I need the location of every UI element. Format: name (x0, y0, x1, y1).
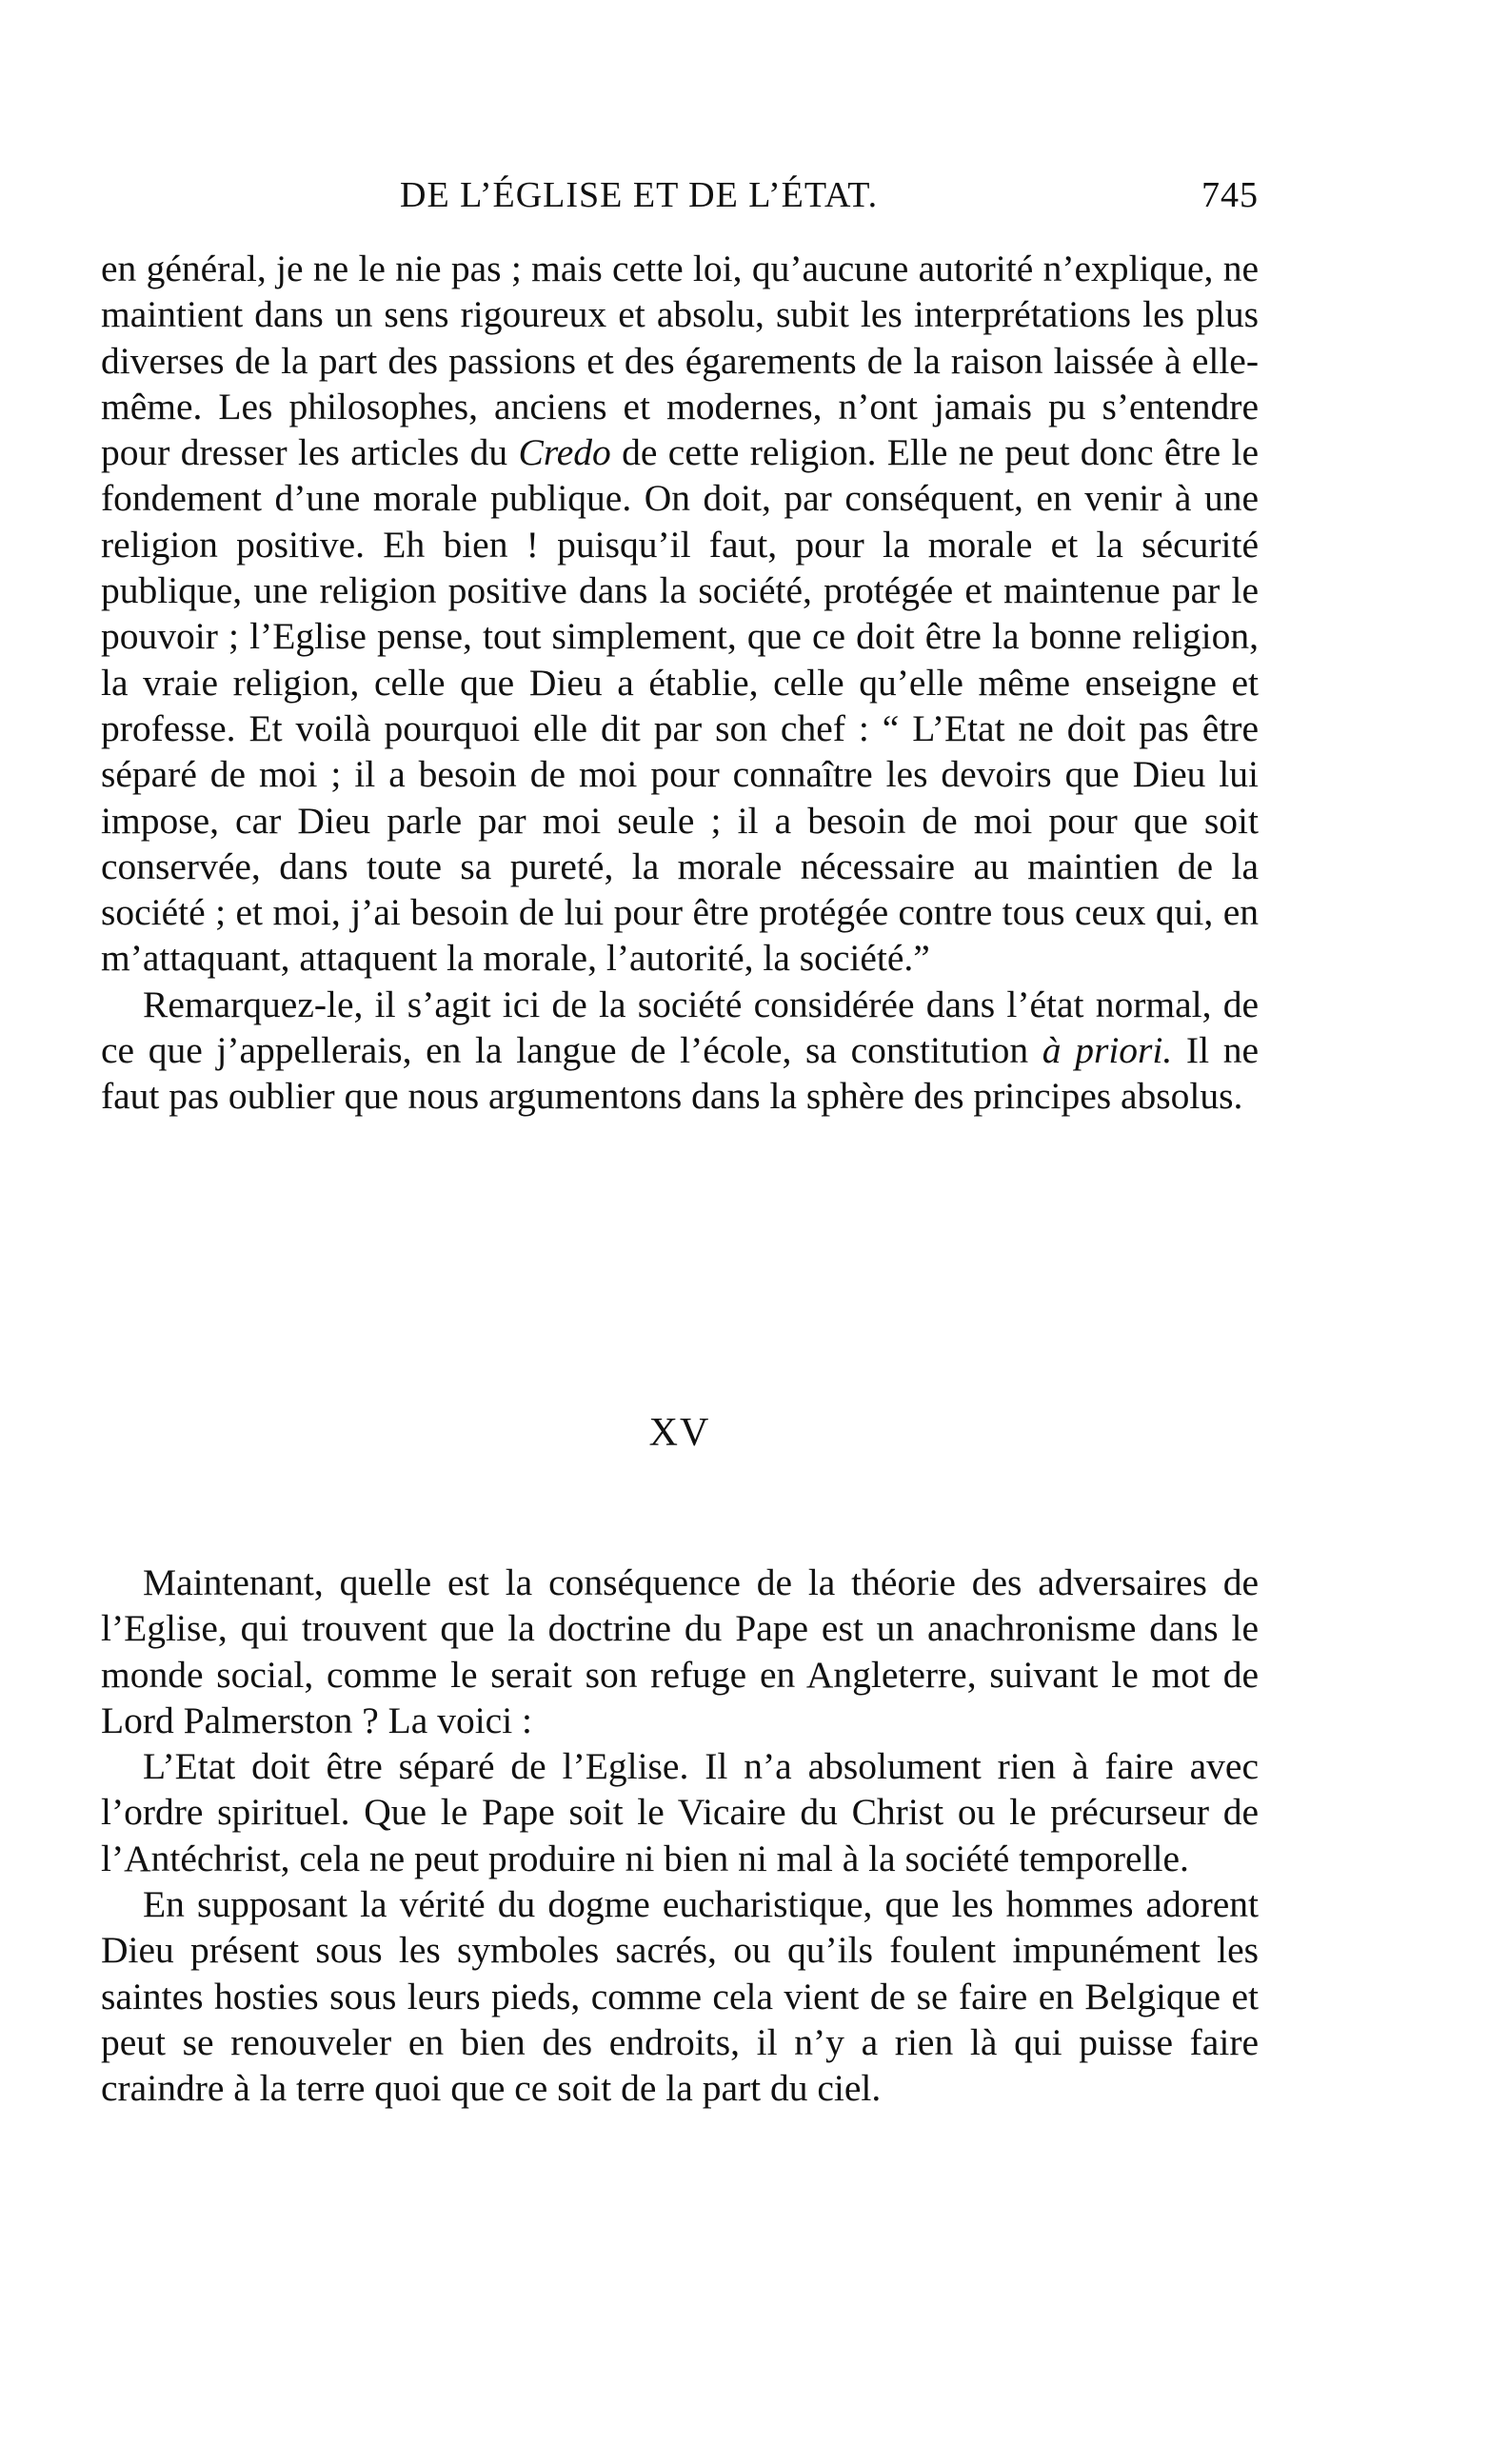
italic-a-priori: à priori. (1042, 1029, 1173, 1072)
paragraph-text: Remarquez-le, il s’agit ici de la société considérée dans l’état normal, de ce que j’appellerais, en la langue de l’école, sa constitution (101, 983, 1259, 1072)
body-text-section-1 (101, 246, 1259, 1120)
paragraph-remarquez (101, 982, 1259, 1120)
paragraph-continued (101, 246, 1259, 982)
paragraph-text: en général, je ne le nie pas ; mais cette loi, qu’aucune autorité n’explique, ne maintient dans un sens rigoureux et absolu, subit les interprétations les plus diverses de la part des passions et des égarements de la raison laissée à elle-même. Les philosophes, anciens et modernes, n’ont jamais pu s’entendre pour dresser les articles du (101, 248, 1259, 474)
section-heading: XV (648, 1411, 711, 1455)
paragraph-maintenant: Maintenant, quelle est la conséquence de la théorie des adversaires de l’Eglise, qui trouvent que la doctrine du Pape est un anachronisme dans le monde social, comme le serait son refuge en Angleterre, suivant le mot de Lord Palmerston ? La voici : (101, 1561, 1259, 1741)
paragraph-text: de cette religion. Elle ne peut donc être le fondement d’une morale publique. On doit, par conséquent, en venir à une religion positive. Eh bien ! puisqu’il faut, pour la morale et la sécurité publique, une religion positive dans la société, protégée et maintenue par le pouvoir ; l’Eglise pense, tout simplement, que ce doit être la bonne religion, la vraie religion, celle que Dieu a établie, celle qu’elle même enseigne et professe. Et voilà pourquoi elle dit par son chef : “ L’Etat ne doit pas être séparé de moi ; il a besoin de moi pour connaître les devoirs que Dieu lui impose, car Dieu parle par moi seule ; il a besoin de moi pour que soit conservée, dans toute sa pureté, la morale nécessaire au maintien de la société ; et moi, j’ai besoin de lui pour être protégée contre tous ceux qui, en m’attaquant, attaquent la morale, l’autorité, la société.” (101, 431, 1259, 980)
page-header (101, 174, 1259, 222)
body-text-section-2 (101, 1560, 1259, 2112)
paragraph-etat-separe: L’Etat doit être séparé de l’Eglise. Il n’a absolument rien à faire avec l’ordre spirituel. Que le Pape soit le Vicaire du Christ ou le précurseur de l’Antéchrist, cela ne peut produire ni bien ni mal à la société temporelle. (101, 1745, 1259, 1879)
running-title: DE L’ÉGLISE ET DE L’ÉTAT. (400, 175, 879, 215)
paragraph-en-supposant: En supposant la vérité du dogme eucharistique, que les hommes adorent Dieu présent sous les symboles sacrés, ou qu’ils foulent impunément les saintes hosties sous leurs pieds, comme cela vient de se faire en Belgique et peut se renouveler en bien des endroits, il n’y a rien là qui puisse faire craindre à la terre quoi que ce soit de la part du ciel. (101, 1883, 1259, 2110)
page-number: 745 (1201, 175, 1259, 215)
italic-credo: Credo (518, 431, 611, 474)
paragraph-text: Il ne faut pas oublier que nous argumentons dans la sphère des principes absolus. (101, 1029, 1259, 1118)
